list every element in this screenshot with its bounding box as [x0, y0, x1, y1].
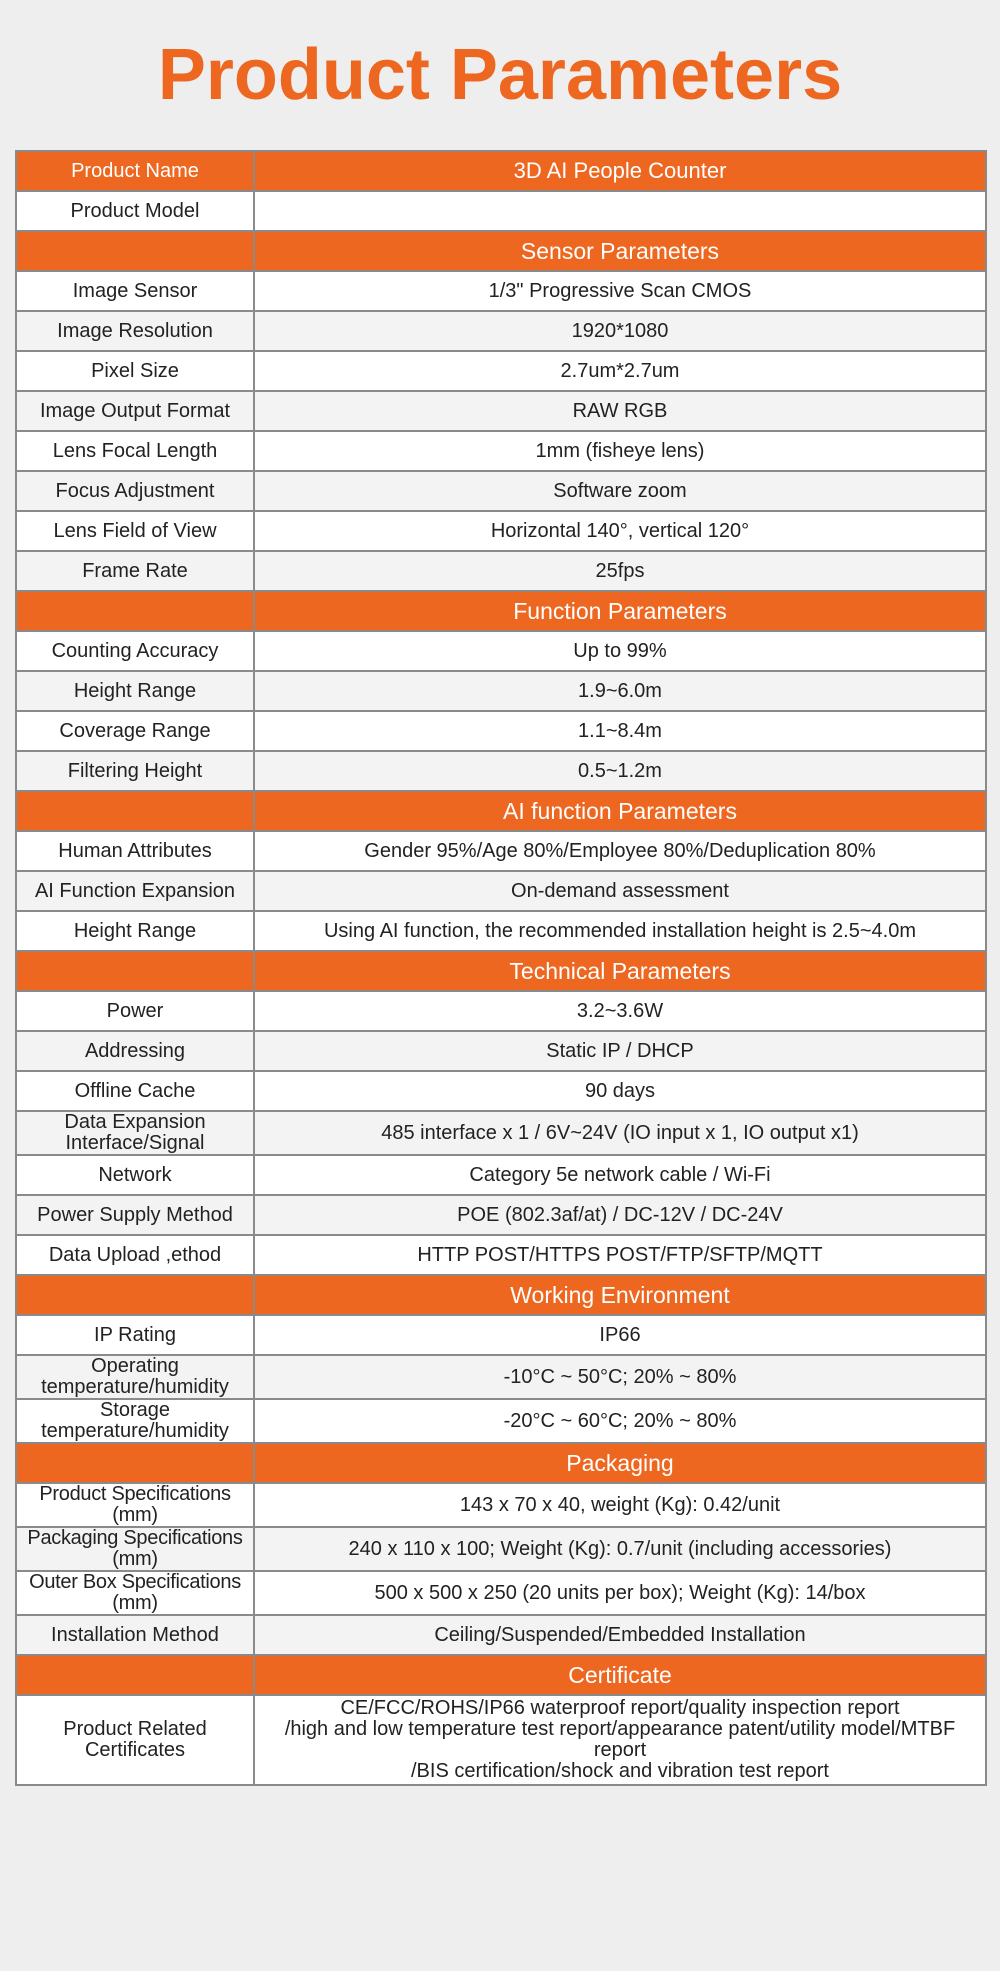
row-value: Gender 95%/Age 80%/Employee 80%/Deduplication 80% — [254, 831, 986, 871]
section-header-certificate — [16, 1655, 986, 1695]
row-label: Focus Adjustment — [16, 471, 254, 511]
row-value: 1/3" Progressive Scan CMOS — [254, 271, 986, 311]
row-value: -20°C ~ 60°C; 20% ~ 80% — [254, 1399, 986, 1443]
row-label: Operating temperature/humidity — [16, 1355, 254, 1399]
row-label: Filtering Height — [16, 751, 254, 791]
row-label: Data Upload ,ethod — [16, 1235, 254, 1275]
table-row — [16, 1355, 986, 1399]
row-value: 143 x 70 x 40, weight (Kg): 0.42/unit — [254, 1483, 986, 1527]
table-row — [16, 1155, 986, 1195]
section-header-packaging — [16, 1443, 986, 1483]
table-row — [16, 1571, 986, 1615]
table-row — [16, 751, 986, 791]
table-row — [16, 1235, 986, 1275]
table-row — [16, 831, 986, 871]
row-value: Using AI function, the recommended installation height is 2.5~4.0m — [254, 911, 986, 951]
table-row — [16, 911, 986, 951]
product-name-value: 3D AI People Counter — [254, 151, 986, 191]
row-label: Height Range — [16, 911, 254, 951]
table-row — [16, 511, 986, 551]
table-row — [16, 671, 986, 711]
row-value: 1.9~6.0m — [254, 671, 986, 711]
section-header-environment — [16, 1275, 986, 1315]
certificate-value — [254, 1695, 986, 1785]
table-row — [16, 351, 986, 391]
section-header-ai — [16, 791, 986, 831]
product-name-row — [16, 151, 986, 191]
row-value: 0.5~1.2m — [254, 751, 986, 791]
certificate-line1: CE/FCC/ROHS/IP66 waterproof report/quality inspection report — [340, 1697, 900, 1719]
table-row — [16, 991, 986, 1031]
table-row — [16, 1195, 986, 1235]
page-title: Product Parameters — [157, 35, 843, 115]
row-value: 25fps — [254, 551, 986, 591]
row-label: Outer Box Specifications (mm) — [16, 1571, 254, 1615]
row-label: Image Output Format — [16, 391, 254, 431]
row-label: Image Resolution — [16, 311, 254, 351]
section-title-ai: AI function Parameters — [254, 791, 986, 831]
table-row — [16, 1483, 986, 1527]
certificate-label-line1: Product Related — [63, 1718, 207, 1740]
table-row — [16, 1031, 986, 1071]
table-row — [16, 391, 986, 431]
product-name-label: Product Name — [16, 151, 254, 191]
section-title-sensor: Sensor Parameters — [254, 231, 986, 271]
row-value: 240 x 110 x 100; Weight (Kg): 0.7/unit (including accessories) — [254, 1527, 986, 1571]
product-model-row — [16, 191, 986, 231]
row-label: Human Attributes — [16, 831, 254, 871]
row-value: -10°C ~ 50°C; 20% ~ 80% — [254, 1355, 986, 1399]
table-row — [16, 1527, 986, 1571]
table-row — [16, 271, 986, 311]
product-model-label: Product Model — [16, 191, 254, 231]
row-value: Ceiling/Suspended/Embedded Installation — [254, 1615, 986, 1655]
certificate-label-line2: Certificates — [84, 1739, 186, 1761]
row-value: 90 days — [254, 1071, 986, 1111]
certificate-line2: /high and low temperature test report/appearance patent/utility model/MTBF report — [284, 1718, 956, 1761]
table-row — [16, 871, 986, 911]
row-value: RAW RGB — [254, 391, 986, 431]
row-label: IP Rating — [16, 1315, 254, 1355]
row-label: Lens Focal Length — [16, 431, 254, 471]
section-title-packaging: Packaging — [254, 1443, 986, 1483]
row-label: Image Sensor — [16, 271, 254, 311]
table-row — [16, 711, 986, 751]
row-label: Data Expansion Interface/Signal — [16, 1111, 254, 1155]
row-value: 1.1~8.4m — [254, 711, 986, 751]
row-value: Category 5e network cable / Wi-Fi — [254, 1155, 986, 1195]
row-value: Horizontal 140°, vertical 120° — [254, 511, 986, 551]
certificate-line3: /BIS certification/shock and vibration test report — [411, 1760, 829, 1782]
row-label: Product Specifications (mm) — [16, 1483, 254, 1527]
row-label: Storage temperature/humidity — [16, 1399, 254, 1443]
section-header-technical — [16, 951, 986, 991]
table-row — [16, 551, 986, 591]
table-row — [16, 1399, 986, 1443]
row-value: 485 interface x 1 / 6V~24V (IO input x 1, IO output x1) — [254, 1111, 986, 1155]
parameters-table — [15, 150, 987, 1786]
table-row — [16, 431, 986, 471]
table-row — [16, 1315, 986, 1355]
table-row — [16, 1615, 986, 1655]
row-value: HTTP POST/HTTPS POST/FTP/SFTP/MQTT — [254, 1235, 986, 1275]
row-value: 1mm (fisheye lens) — [254, 431, 986, 471]
row-value: 2.7um*2.7um — [254, 351, 986, 391]
row-label: Network — [16, 1155, 254, 1195]
row-value: 1920*1080 — [254, 311, 986, 351]
product-model-value — [254, 191, 986, 231]
section-header-function — [16, 591, 986, 631]
row-value: POE (802.3af/at) / DC-12V / DC-24V — [254, 1195, 986, 1235]
row-value: 500 x 500 x 250 (20 units per box); Weight (Kg): 14/box — [254, 1571, 986, 1615]
section-header-sensor — [16, 231, 986, 271]
section-title-environment: Working Environment — [254, 1275, 986, 1315]
table-row — [16, 631, 986, 671]
row-label: Counting Accuracy — [16, 631, 254, 671]
row-label: Frame Rate — [16, 551, 254, 591]
row-value: On-demand assessment — [254, 871, 986, 911]
row-label: Height Range — [16, 671, 254, 711]
section-title-technical: Technical Parameters — [254, 951, 986, 991]
table-row — [16, 471, 986, 511]
row-label: AI Function Expansion — [16, 871, 254, 911]
row-label: Packaging Specifications (mm) — [16, 1527, 254, 1571]
row-value: 3.2~3.6W — [254, 991, 986, 1031]
section-title-certificate: Certificate — [254, 1655, 986, 1695]
row-label: Coverage Range — [16, 711, 254, 751]
certificate-row — [16, 1695, 986, 1785]
row-value: Static IP / DHCP — [254, 1031, 986, 1071]
row-value: Software zoom — [254, 471, 986, 511]
row-label: Lens Field of View — [16, 511, 254, 551]
row-value: Up to 99% — [254, 631, 986, 671]
row-label: Offline Cache — [16, 1071, 254, 1111]
table-row — [16, 1071, 986, 1111]
row-label: Power — [16, 991, 254, 1031]
certificate-label — [16, 1695, 254, 1785]
table-row — [16, 311, 986, 351]
row-label: Power Supply Method — [16, 1195, 254, 1235]
table-row — [16, 1111, 986, 1155]
row-label: Installation Method — [16, 1615, 254, 1655]
row-label: Pixel Size — [16, 351, 254, 391]
row-value: IP66 — [254, 1315, 986, 1355]
section-title-function: Function Parameters — [254, 591, 986, 631]
row-label: Addressing — [16, 1031, 254, 1071]
